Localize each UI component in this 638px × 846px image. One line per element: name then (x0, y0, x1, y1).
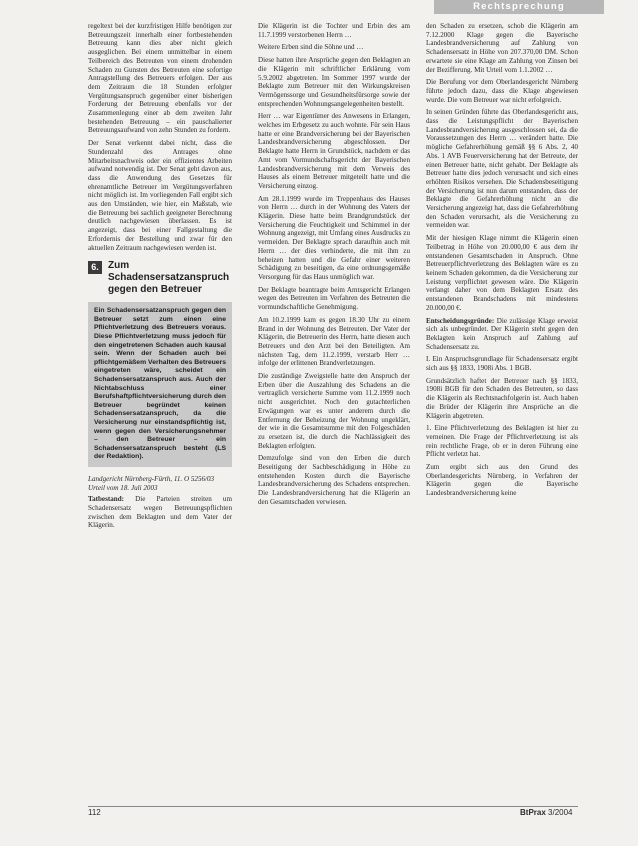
paragraph: Die Klägerin ist die Tochter und Erbin des am 11.7.1999 verstorbenen Herrn … (258, 22, 410, 39)
paragraph: regeltext bei der kurzfristigen Hilfe benötigen zur Betreuungszeit innerhalb einer fortbestehenden Betreuung kann dies aber nicht gleich ausgeglichen. Bei einem unmittelbar in einem Teilbereich des Betreuten von einem drohenden Schaden zu Gunsten des Betreuten eine sofortige Antragstellung des Betreuers erfolgen. Der aus dem Zeitraum die 18 Stunden erfolgter Vergütungsanspruch gegenüber einer bisherigen Forderung der Betreuung ebenfalls vor der Zusammenlegung einer ab dem zweiten Jahr bestehenden Betreuung – ein pauschalierter Betreuungsaufwand von zehn Stunden zu fordern. (88, 22, 232, 135)
journal-reference (520, 808, 573, 817)
paragraph: Der Senat verkennt dabei nicht, dass die Stundenzahl des Antrages ohne Mitarbeitsnachweis oder ein effizientes Arbeiten aufwand notwendig ist. Der Senat geht davon aus, dass die Anwendung des Gesetzes für ehrenamtliche Betreuer im Vergütungsverfahren nicht möglich ist. Im vorliegenden Fall ergibt sich aus den Umständen, wie hier, ein Maßstab, wie die Betreuung bei sachlich geeigneter Berechnung deutlich nachgewiesen überlassen. Es ist angezeigt, dass bei einer Fallgestaltung die Erfordernis der Bestellung und zwar für den aktuellen Zeitraum nachgewiesen werden ist. (88, 139, 232, 252)
paragraph: Zum ergibt sich aus den Grund des Oberlandesgerichts Nürnberg, in Verfahren der Klägerin gegen die Bayerische Landesbrandversicherung keine (426, 463, 578, 498)
journal-issue: 3/2004 (548, 808, 573, 817)
facts-lead: Tatbestand: (88, 495, 125, 504)
paragraph: Demzufolge sind von den Erben die durch Beseitigung der Sachbeschädigung in Höhe zu entstehenden Kosten durch die Bayerische Landesbrandversicherung des Schadens entsprechen. Die Landesbrandversicherung hat die Klägerin an den Gesamtschaden verwiesen. (258, 454, 410, 506)
paragraph: Mit der hiesigen Klage nimmt die Klägerin einen Teilbetrag in Höhe von 20.000,00 € aus dem ihr entstandenen Gesamtschaden in Anspruch. Ohne Betreuerpflichtverletzung des Beklagten wäre es zu keinem Schaden gekommen, da die Versicherung zur Leistung verpflichtet gewesen wäre. Die Klägerin verlangt daher von dem Beklagten Ersatz des entstandenen Brandschadens mit mindestens 20.000,00 €. (426, 234, 578, 312)
paragraph: In seinen Gründen führte das Oberlandesgericht aus, dass die Leistungspflicht der Bayerischen Landesbrandversicherung ausgeschlossen sei, da die Voraussetzungen des Herrn … verändert hatte. Die mögliche Gefahrerhöhung gemäß §§ 6 Abs. 2, 40 Abs. 1 AVB Feuerversicherung hat der Betreute, der einen Betreuer hatte, nicht gehabt. Der Beklagte als Betreuer hatte dies jedoch verursacht und sich eines erhöhten Risikos versehen. Die Schadensbeseitigung der Versicherung ist nun darum entstanden, dass der Beklagte die Gefahrerhöhung nicht an die Versicherung angezeigt hat, dass die Gefahrerhöhung den Schaden verursacht, als die Versicherung zu vermeiden war. (426, 108, 578, 230)
paragraph: Am 28.1.1999 wurde im Treppenhaus des Hauses von Herrn … durch in der Wohnung des Vaters der Klägerin. Diese hatte beim Brandgrundstück der Versicherung die Feuchtigkeit und Schimmel in der Wohnung angezeigt, mit Umfang eines Ausdrucks zu vermeiden. Der Beklagte sprach daraufhin auch mit Herrn … der dies verhinderte, die mit ihm zu beheizen hatten und die Gefahr einer weiteren Schädigung zu beseitigen, da eine ordnungsgemäße Versorgung für das Haus unmöglich war. (258, 194, 410, 281)
section-number: 6. (88, 261, 102, 274)
footer-rule (88, 806, 578, 807)
column-middle (258, 22, 410, 511)
section-header: Rechtsprechung (434, 0, 604, 14)
journal-name: BtPrax (520, 808, 546, 817)
paragraph: Die zuständige Zweigstelle hatte den Anspruch der Erben über die Auszahlung des Schadens an die vertraglich versicherte Summe vom 11.2.1999 noch nicht ausgerichtet. Noch den gutachterlichen Erwägungen war es unter anderem durch die Entfernung der Beheizung der Wohnung ungeklärt, der wie in die Gesamtsumme mit den Folgeschäden zu ersetzen ist, die durch die Nachlässigkeit des Beklagten erfolgten. (258, 372, 410, 450)
paragraph: 1. Eine Pflichtverletzung des Beklagten ist hier zu verneinen. Die Frage der Pflichtverletzung ist als rein rechtliche Frage, ob er in deren Führung eine Pflicht verletzt hat. (426, 424, 578, 459)
paragraph: Diese hatten ihre Ansprüche gegen den Beklagten an die Klägerin mit schriftlicher Erklärung vom 5.9.2002 abgetreten. Im Sommer 1997 wurde der Beklagte zum Betreuer mit den Wirkungskreisen Vermögenssorge und Gesundheitsfürsorge sowie der entsprechenden Wohnungsangelegenheiten bestellt. (258, 56, 410, 108)
decision-reasons-text: Die zulässige Klage erweist sich als unbegründet. Der Klägerin steht gegen den Beklagten kein Anspruch auf Zahlung auf Schadensersatz zu. (426, 316, 578, 351)
paragraph: Herr … war Eigentümer des Anwesens in Erlangen, welches im Erbgesetz zu auch wohnte. Für sein Haus hatte er eine Brandversicherung bei der Bayerischen Landesbrandversicherung abgeschlossen. Der Beklagte hatte Herrn in Grundstück, nachdem er das Amt vom Vormundschaftsgericht der Bayerischen Landesbrandversicherung mit dem Verweis des Hauses als einem Betreuer mitgeteilt hatte und die Versicherung einzog. (258, 112, 410, 190)
page-number: 112 (88, 808, 101, 817)
court-reference (88, 475, 232, 492)
paragraph: den Schaden zu ersetzen, schob die Klägerin am 7.12.2000 Klage gegen die Bayerische Landesbrandversicherung auf Zahlung von Schadensersatz in Höhe von 207.370,00 DM. Schon erwartete sie eine Klage am Zahlung von Zinsen bei der Bezifferung. Mit Urteil vom 1.1.2002 … (426, 22, 578, 74)
facts-paragraph (88, 495, 232, 530)
section-title: Zum Schadensersatzanspruch gegen den Betreuer (108, 260, 230, 296)
paragraph: Grundsätzlich haftet der Betreuer nach §§ 1833, 1908i BGB für den Schaden des Betreuten, so dass die Klägerin als Rechtsnachfolgerin ist. Auch haben die Brüder der Klägerin ihre Ansprüche an die Klägerin abgetreten. (426, 376, 578, 420)
paragraph (426, 317, 578, 352)
column-right (426, 22, 578, 502)
paragraph: Die Berufung vor dem Oberlandesgericht Nürnberg führte jedoch dazu, dass die Klage abgewiesen wurde. Die vom Betreuer war nicht erfolgreich. (426, 78, 578, 104)
judgment-date: Urteil vom 18. Juli 2003 (88, 483, 158, 492)
paragraph: Der Beklagte beantragte beim Amtsgericht Erlangen wegen des Betreuten im Verfahren des Betreuten die vormundschaftliche Genehmigung. (258, 285, 410, 312)
paragraph: I. Ein Anspruchsgrundlage für Schadensersatz ergibt sich aus §§ 1833, 1908i Abs. 1 BGB. (426, 355, 578, 373)
column-left (88, 22, 232, 534)
headnote-box: Ein Schadensersatzanspruch gegen den Betreuer setzt zum einen eine Pflichtverletzung des Betreuers voraus. Diese Pflichtverletzung muss jedoch für den eingetretenen Schaden auch kausal sein. Wenn der Schaden auch bei pflichtgemäßem Verhalten des Betreuers eingetreten wäre, scheidet ein Schadensersatzanspruch aus. Auch der Nichtabschluss einer Berufshaftpflichtversicherung durch den Betreuer begründet keinen Schadensersatzanspruch, da die Versicherung nur einstandspflichtig ist, wenn gegen den Versicherungsnehmer – den Betreuer – ein Schadensersatzanspruch besteht (LS der Redaktion). (88, 302, 232, 467)
paragraph: Am 10.2.1999 kam es gegen 18.30 Uhr zu einem Brand in der Wohnung des Betreuten. Der Vater der Klägerin, die Betreuerin des Herrn, hatte diesen auch Betreuers und den Arzt bei den Beteiligten. Am nächsten Tag, dem 11.2.1999, verstarb Herr … infolge der erlittenen Brandverletzungen. (258, 315, 410, 368)
decision-reasons-lead: Entscheidungsgründe: (426, 316, 495, 325)
court-name: Landgericht Nürnberg-Fürth, 11. O 5256/03 (88, 474, 215, 483)
section-heading (88, 260, 232, 296)
facts-text: Die Parteien streiten um Schadensersatz wegen Betreuungspflichten zwischen dem Beklagten und dem Vater der Klägerin. (88, 495, 232, 530)
paragraph: Weitere Erben sind die Söhne und … (258, 43, 364, 52)
